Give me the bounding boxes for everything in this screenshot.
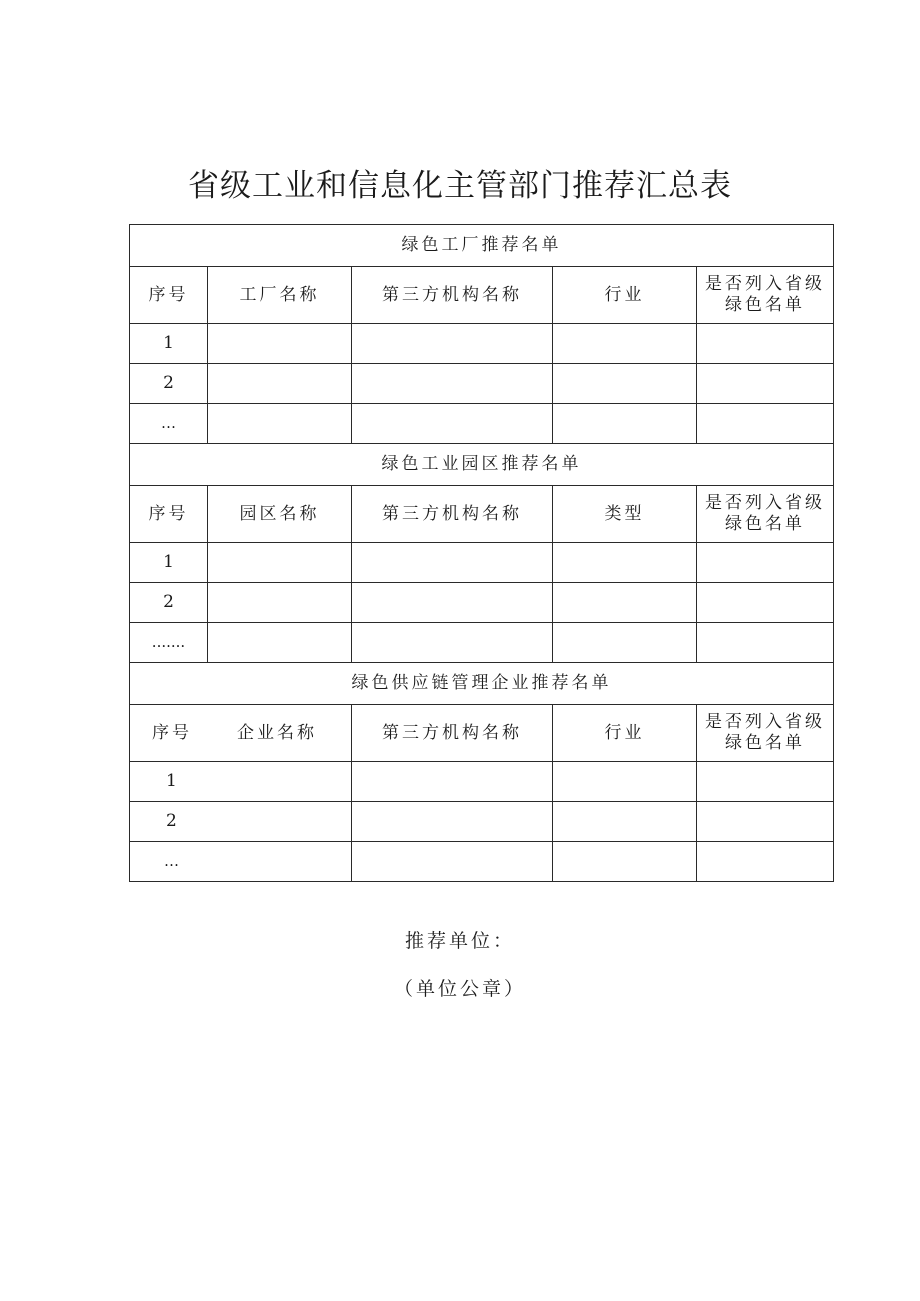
header-third-party: 第三方机构名称 xyxy=(352,486,553,543)
table-row xyxy=(130,324,834,364)
header-type: 类型 xyxy=(553,486,697,543)
table-row xyxy=(130,583,834,623)
table-cell[interactable] xyxy=(697,324,834,364)
table-cell[interactable] xyxy=(208,324,352,364)
table-cell[interactable] xyxy=(553,543,697,583)
table-cell[interactable] xyxy=(697,802,834,842)
row-index-merged[interactable] xyxy=(130,802,352,842)
header-provincial-listed: 是否列入省级 绿色名单 xyxy=(697,705,834,762)
unit-seal-label: （单位公章） xyxy=(393,978,526,1000)
section-heading-green-supply-chain: 绿色供应链管理企业推荐名单 xyxy=(130,663,834,705)
table-cell[interactable] xyxy=(352,404,553,444)
table-row xyxy=(130,404,834,444)
page-title: 省级工业和信息化主管部门推荐汇总表 xyxy=(188,168,732,204)
row-index: … xyxy=(130,404,208,444)
row-index: 2 xyxy=(166,811,177,831)
table-cell[interactable] xyxy=(697,543,834,583)
table-cell[interactable] xyxy=(553,583,697,623)
table-row xyxy=(130,364,834,404)
table-cell[interactable] xyxy=(697,623,834,663)
section-heading-row xyxy=(130,663,834,705)
section-heading-row xyxy=(130,225,834,267)
section-heading-green-factory: 绿色工厂推荐名单 xyxy=(130,225,834,267)
table-cell[interactable] xyxy=(697,583,834,623)
row-index: 1 xyxy=(166,771,177,791)
table-cell[interactable] xyxy=(553,364,697,404)
row-index: 1 xyxy=(130,543,208,583)
table-row xyxy=(130,762,834,802)
table-cell[interactable] xyxy=(553,623,697,663)
header-third-party: 第三方机构名称 xyxy=(352,267,553,324)
table-row xyxy=(130,543,834,583)
header-enterprise-name: 企业名称 xyxy=(237,722,317,743)
section-heading-row xyxy=(130,444,834,486)
recommending-unit-label: 推荐单位： xyxy=(404,930,515,952)
table-cell[interactable] xyxy=(208,623,352,663)
column-header-row xyxy=(130,267,834,324)
table-cell[interactable] xyxy=(352,762,553,802)
table-cell[interactable] xyxy=(208,364,352,404)
table-cell[interactable] xyxy=(208,404,352,444)
header-provincial-listed: 是否列入省级 绿色名单 xyxy=(697,486,834,543)
table-cell[interactable] xyxy=(553,762,697,802)
table-cell[interactable] xyxy=(352,324,553,364)
table-cell[interactable] xyxy=(553,842,697,882)
table-cell[interactable] xyxy=(697,364,834,404)
table-cell[interactable] xyxy=(697,762,834,802)
column-header-row xyxy=(130,486,834,543)
table-cell[interactable] xyxy=(352,364,553,404)
row-index: … xyxy=(164,852,179,870)
header-index: 序号 xyxy=(130,486,208,543)
header-provincial-listed: 是否列入省级 绿色名单 xyxy=(697,267,834,324)
header-third-party: 第三方机构名称 xyxy=(352,705,553,762)
table-cell[interactable] xyxy=(697,842,834,882)
header-index: 序号 xyxy=(130,267,208,324)
header-factory-name: 工厂名称 xyxy=(208,267,352,324)
summary-table xyxy=(129,224,834,882)
row-index: 2 xyxy=(130,583,208,623)
header-index-enterprise-merged xyxy=(130,705,352,762)
table-cell[interactable] xyxy=(553,802,697,842)
row-index-merged[interactable] xyxy=(130,842,352,882)
table-cell[interactable] xyxy=(208,583,352,623)
table-cell[interactable] xyxy=(352,802,553,842)
row-index: 1 xyxy=(130,324,208,364)
table-row xyxy=(130,623,834,663)
row-index: 2 xyxy=(130,364,208,404)
table-cell[interactable] xyxy=(208,543,352,583)
table-cell[interactable] xyxy=(352,543,553,583)
header-index: 序号 xyxy=(152,722,192,743)
table-row xyxy=(130,842,834,882)
table-cell[interactable] xyxy=(352,623,553,663)
table-cell[interactable] xyxy=(352,842,553,882)
header-industry: 行业 xyxy=(553,267,697,324)
column-header-row xyxy=(130,705,834,762)
header-industry: 行业 xyxy=(553,705,697,762)
table-cell[interactable] xyxy=(352,583,553,623)
header-park-name: 园区名称 xyxy=(208,486,352,543)
row-index-merged[interactable] xyxy=(130,762,352,802)
table-row xyxy=(130,802,834,842)
table-cell[interactable] xyxy=(553,324,697,364)
table-cell[interactable] xyxy=(553,404,697,444)
section-heading-green-park: 绿色工业园区推荐名单 xyxy=(130,444,834,486)
row-index: ....... xyxy=(130,623,208,663)
table-cell[interactable] xyxy=(697,404,834,444)
